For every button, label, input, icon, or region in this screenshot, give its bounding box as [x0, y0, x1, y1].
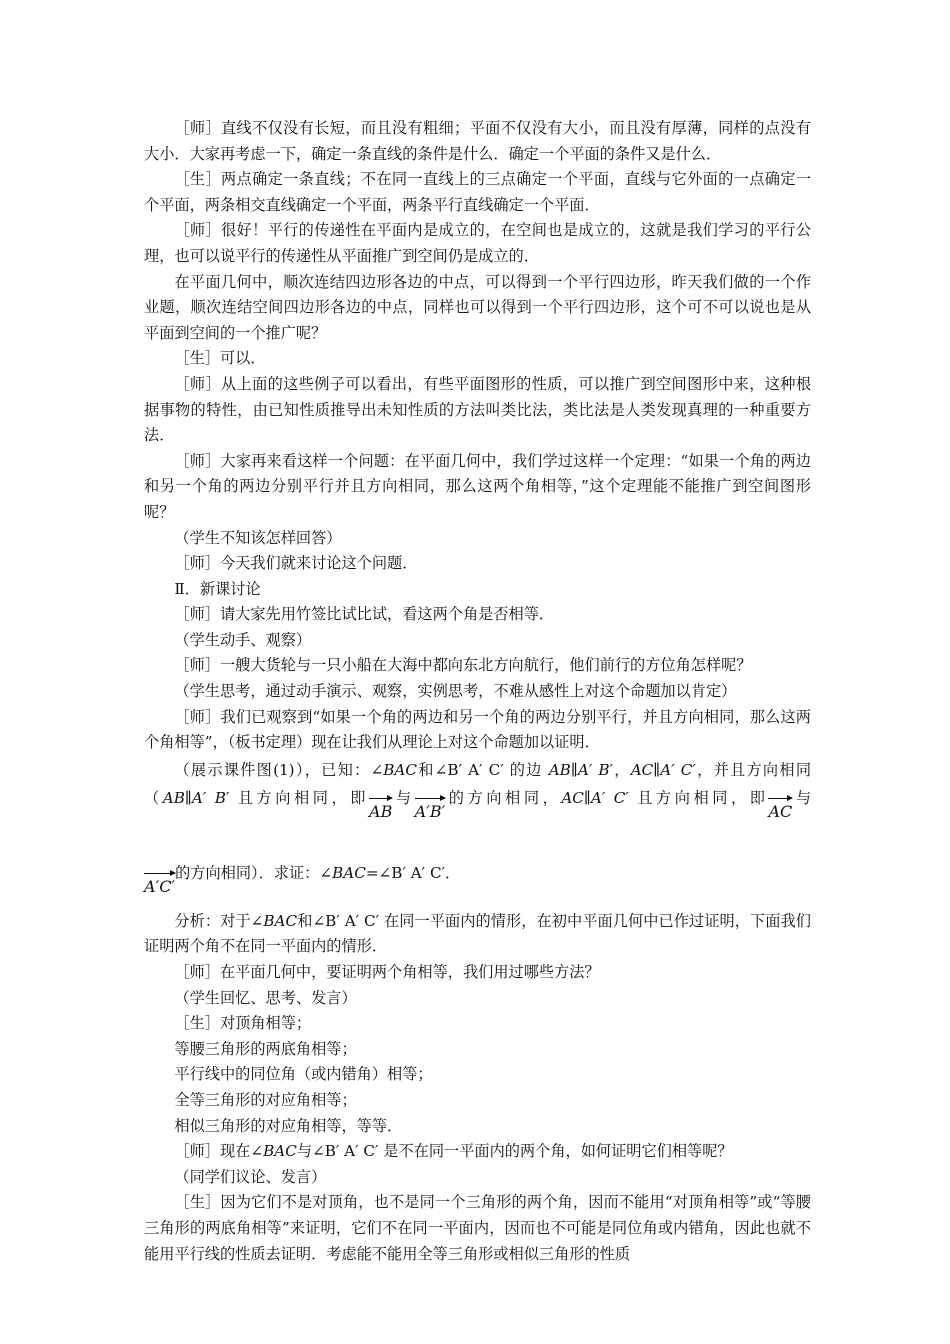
angle-bac: BAC — [263, 911, 298, 930]
paragraph: ［师］今天我们就来讨论这个问题． — [174, 554, 418, 573]
text: 的方向相同， — [445, 788, 562, 807]
text: 的方向相同）．求证：∠ — [175, 863, 333, 882]
paragraph: （学生动手、观察） — [174, 630, 312, 649]
document-page — [144, 116, 811, 1267]
paragraph: ［生］两点确定一条直线；不在同一直线上的三点确定一个平面，直线与它外面的一点确定一个平面，两条相交直线确定一个平面，两条平行直线确定一个平面． — [144, 170, 811, 214]
text: 与 — [392, 788, 415, 807]
paragraph: ［师］在平面几何中，要证明两个角相等，我们用过哪些方法？ — [174, 963, 600, 982]
spacer — [144, 895, 811, 909]
text: 且方向相同，即 — [229, 788, 370, 807]
vector-a1c1 — [144, 870, 175, 895]
known-paragraph — [144, 756, 811, 895]
vector-a1b1 — [415, 795, 446, 820]
paragraph: 相似三角形的对应角相等，等等． — [174, 1116, 403, 1135]
analysis-paragraph — [144, 909, 811, 960]
text: （展示课件图(1)），已知：∠ — [174, 760, 384, 779]
paragraph: 在平面几何中，顺次连结四边形各边的中点，可以得到一个平行四边形，昨天我们做的一个作业题，顺次连结空间四边形各边的中点，同样也可以得到一个平行四边形，这个可不可以说也是从平面到空间的一个推广呢？ — [144, 272, 811, 342]
angle-bac: BAC — [263, 1142, 297, 1161]
paragraph: 平行线中的同位角（或内错角）相等； — [174, 1065, 433, 1084]
text: 且方向相同，即 — [628, 788, 769, 807]
text: 与 — [792, 788, 812, 807]
paragraph: ［师］一艘大货轮与一只小船在大海中都向东北方向航行，他们前行的方位角怎样呢？ — [174, 656, 752, 675]
vector-label: AB — [369, 801, 393, 821]
vector-arrow-icon — [144, 873, 175, 874]
vector-label: A′B′ — [414, 801, 446, 821]
paragraph: （同学们议论、发言） — [174, 1167, 327, 1186]
text: 与∠B′ A′ C′ 是不在同一平面内的两个角，如何证明它们相等呢？ — [296, 1142, 733, 1161]
paragraph: ［师］我们已观察到“如果一个角的两边和另一个角的两边分别平行，并且方向相同，那么这两个角相等”，（板书定理）现在让我们从理论上对这个命题加以证明． — [144, 707, 811, 752]
text: 分析：对于∠ — [174, 911, 264, 930]
parallel-ab: AB∥A′ B′ — [548, 760, 613, 779]
paragraph: ［生］对顶角相等； — [174, 1014, 312, 1033]
vector-ab — [369, 795, 392, 820]
text: ［师］现在∠ — [174, 1142, 264, 1161]
paragraph: （学生回忆、思考、发言） — [174, 988, 357, 1007]
text: ，并且方向相同（ — [144, 760, 812, 807]
parallel-ab: AB∥A′ B′ — [162, 788, 230, 807]
paragraph: ［师］直线不仅没有长短，而且没有粗细；平面不仅没有大小，而且没有厚薄，同样的点没有大小．大家再考虑一下，确定一条直线的条件是什么．确定一个平面的条件又是什么． — [144, 119, 811, 163]
paragraph: （学生思考，通过动手演示、观察，实例思考，不难从感性上对这个命题加以肯定） — [174, 682, 737, 701]
vector-arrow-icon — [369, 798, 392, 799]
paragraph: 全等三角形的对应角相等； — [174, 1091, 357, 1109]
paragraph — [144, 1139, 811, 1165]
section-heading: Ⅱ．新课讨论 — [174, 579, 261, 598]
angle-bac: BAC — [383, 760, 417, 779]
paragraph: ［师］从上面的这些例子可以看出，有些平面图形的性质，可以推广到空间图形中来，这种根据事物的特性，由已知性质推导出未知性质的方法叫类比法，类比法是人类发现真理的一种重要方法． — [144, 374, 811, 445]
text: 和∠B′ A′ C′ 的边 — [416, 760, 549, 779]
vector-arrow-icon — [415, 798, 446, 799]
paragraph: ［生］因为它们不是对顶角，也不是同一个三角形的两个角，因而不能用“对顶角相等”或“等腰三角形的两底角相等”来证明，它们不在同一平面内，因而也不可能是同位角或内错角，因此也就不能用平行线的性质去证明．考虑能不能用全等三角形或相似三角形的性质 — [144, 1193, 811, 1263]
paragraph: ［师］请大家先用竹签比试比试，看这两个角是否相等． — [174, 605, 555, 624]
angle-bac: BAC — [332, 863, 366, 882]
paragraph: ［师］很好！平行的传递性在平面内是成立的，在空间也是成立的，这就是我们学习的平行公理，也可以说平行的传递性从平面推广到空间仍是成立的． — [144, 221, 811, 265]
vector-arrow-icon — [768, 798, 792, 799]
text: ， — [612, 760, 631, 779]
text: =∠B′ A′ C′． — [365, 863, 461, 882]
text: 和∠B′ A′ C′ 在同一平面内的情形，在初中平面几何中已作过证明，下面我们证明两个角不在同一平面内的情形． — [144, 911, 811, 956]
vector-label: A′C′ — [144, 876, 176, 896]
parallel-ac: AC∥A′ C′ — [561, 788, 629, 807]
vector-label: AC — [768, 801, 793, 821]
paragraph: ［生］可以． — [174, 349, 266, 368]
paragraph: ［师］大家再来看这样一个问题：在平面几何中，我们学过这样一个定理：“如果一个角的两边和另一个角的两边分别平行并且方向相同，那么这两个角相等，”这个定理能不能推广到空间图形呢？ — [144, 451, 811, 521]
paragraph: （学生不知该怎样回答） — [174, 528, 342, 547]
vector-ac — [768, 795, 792, 820]
paragraph: 等腰三角形的两底角相等； — [174, 1039, 357, 1058]
parallel-ac: AC∥A′ C′ — [630, 760, 696, 779]
